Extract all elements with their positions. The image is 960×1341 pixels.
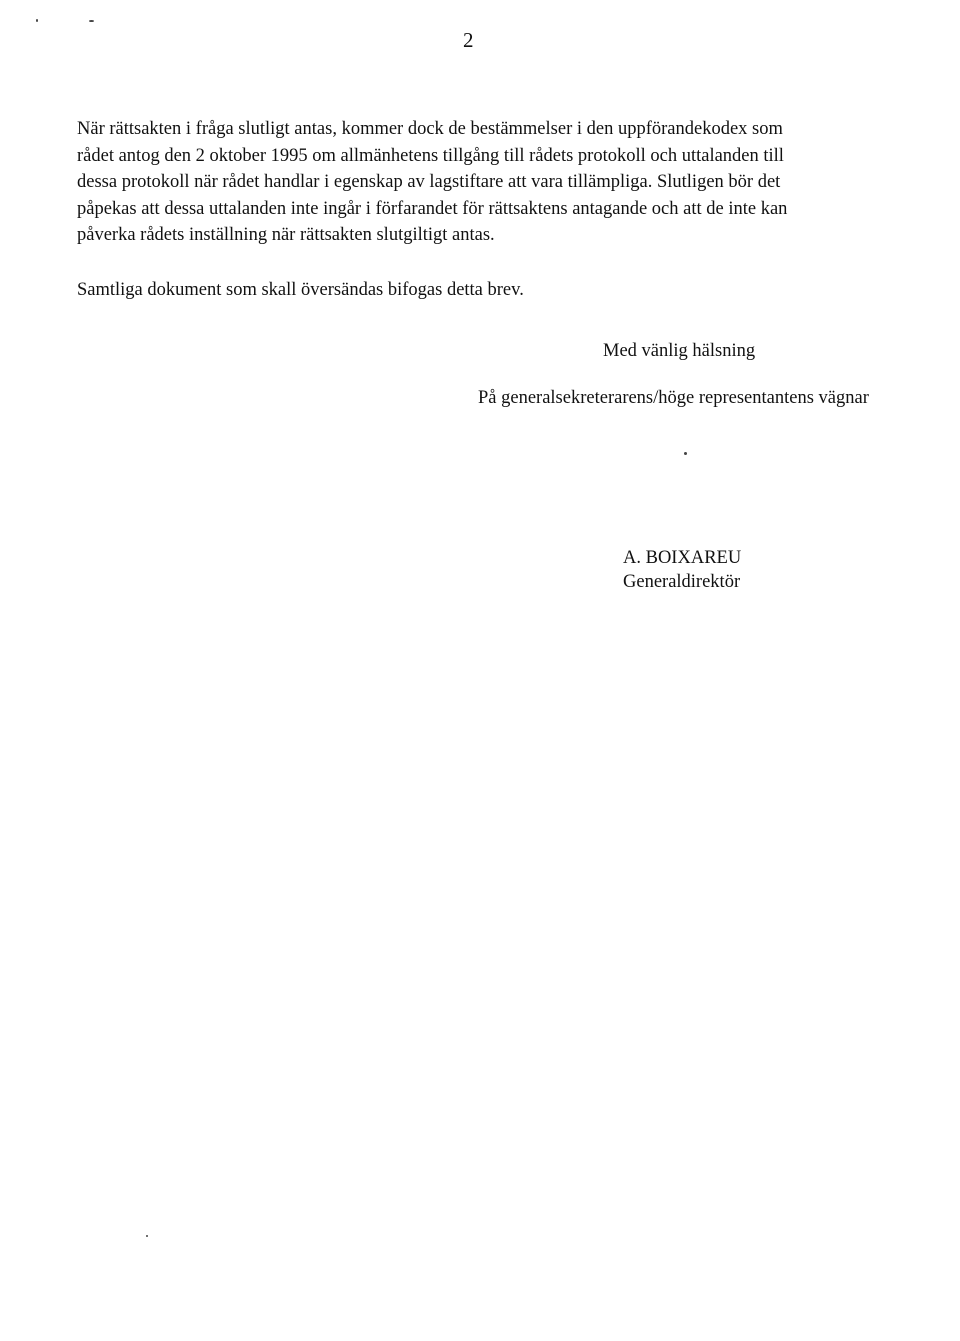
paragraph-line: rådet antog den 2 oktober 1995 om allmänhetens tillgång till rådets protokoll och uttalanden till	[77, 145, 784, 166]
scan-speck	[89, 20, 94, 22]
page-number: 2	[463, 28, 474, 52]
paragraph-line: När rättsakten i fråga slutligt antas, kommer dock de bestämmelser i den uppförandekodex som	[77, 119, 783, 139]
closing-greeting: Med vänlig hälsning	[603, 341, 756, 361]
paragraph-line: påverka rådets inställning när rättsakten slutgiltigt antas.	[77, 225, 495, 245]
body-paragraph-2: Samtliga dokument som skall översändas bifogas detta brev.	[77, 280, 524, 300]
paragraph-line: påpekas att dessa uttalanden inte ingår i förfarandet för rättsaktens antagande och att de inte kan	[77, 198, 788, 219]
body-paragraph-1	[77, 116, 877, 249]
signatory-title: Generaldirektör	[623, 572, 741, 592]
scan-speck	[36, 19, 38, 22]
scan-speck	[146, 1235, 148, 1237]
scan-speck	[684, 452, 687, 455]
signatory-block	[623, 546, 741, 594]
paragraph-line: dessa protokoll när rådet handlar i egenskap av lagstiftare att vara tillämpliga. Slutligen bör det	[77, 172, 781, 192]
signatory-name: A. BOIXAREU	[623, 548, 742, 568]
on-behalf-line: På generalsekreterarens/höge representantens vägnar	[478, 388, 869, 408]
